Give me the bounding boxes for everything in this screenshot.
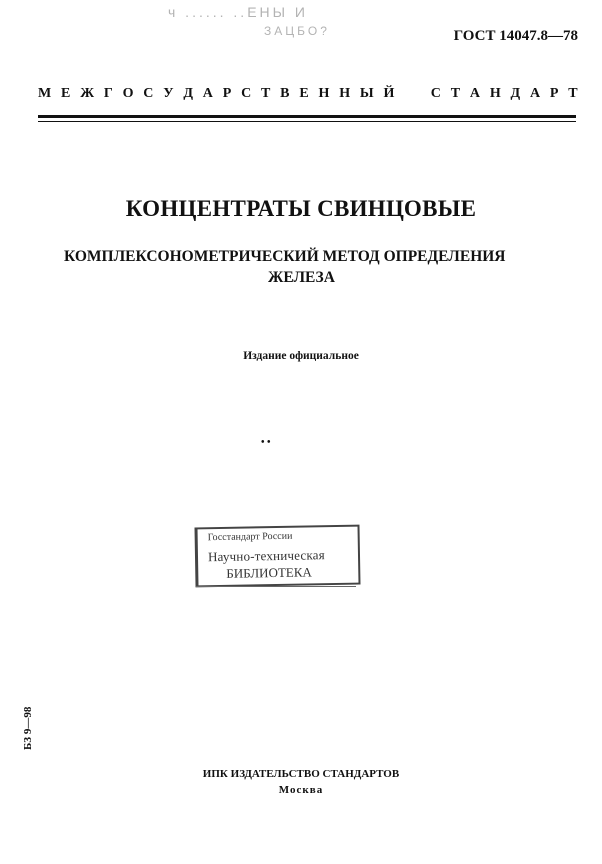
interstate-heading-letter: Г: [103, 86, 113, 101]
interstate-heading-letter: М: [38, 86, 52, 101]
interstate-heading-letter: [417, 86, 421, 102]
side-code: БЗ 9—98: [22, 706, 34, 750]
interstate-heading-letter: Р: [222, 86, 232, 101]
interstate-heading-letter: Р: [549, 86, 559, 101]
library-stamp: [194, 525, 360, 588]
interstate-heading-letter: О: [122, 86, 134, 101]
interstate-heading-letter: Т: [261, 86, 271, 101]
document-title: КОНЦЕНТРАТЫ СВИНЦОВЫЕ: [125, 196, 477, 221]
interstate-heading-letter: Н: [339, 86, 351, 101]
interstate-heading-letter: Е: [61, 86, 71, 101]
standard-number: ГОСТ 14047.8—78: [453, 28, 578, 44]
interstate-heading-letter: Й: [383, 86, 395, 101]
faded-header-line-1: ч ...... ..ЕНЫ И: [168, 4, 308, 20]
faded-header-line-2: ЗАЦБО?: [264, 24, 330, 38]
interstate-heading-letter: Т: [568, 86, 578, 101]
publisher-city: Москва: [278, 784, 324, 796]
header-rule-thick: [38, 115, 576, 118]
interstate-heading-letter: С: [241, 86, 252, 101]
document-subtitle: [64, 246, 564, 288]
faded-header-text: [168, 4, 408, 44]
interstate-heading-letter: Ж: [80, 86, 95, 101]
interstate-heading-letter: А: [469, 86, 480, 101]
publisher-name: ИПК ИЗДАТЕЛЬСТВО СТАНДАРТОВ: [202, 768, 400, 780]
header-rule-thin: [38, 121, 576, 122]
interstate-heading-letter: У: [163, 86, 174, 101]
interstate-heading-letter: Д: [510, 86, 521, 101]
interstate-heading-letter: В: [280, 86, 290, 101]
interstate-heading-letter: С: [430, 86, 441, 101]
interstate-heading-letter: Д: [183, 86, 193, 101]
interstate-heading-letter: Т: [450, 86, 461, 101]
interstate-heading-letter: Е: [299, 86, 309, 101]
subtitle-line-2: ЖЕЛЕЗА: [268, 269, 335, 286]
interstate-heading-letter: Н: [489, 86, 501, 101]
stamp-underline: [196, 586, 356, 587]
interstate-standard-heading: [38, 86, 578, 102]
interstate-heading-letter: Ы: [359, 86, 374, 101]
edition-note: Издание официальное: [243, 350, 359, 362]
interstate-heading-letter: [404, 86, 408, 102]
interstate-heading-letter: А: [529, 86, 541, 101]
interstate-heading-letter: А: [202, 86, 213, 101]
stamp-line-2: Научно-техническая: [207, 547, 326, 565]
subtitle-line-1: КОМПЛЕКСОНОМЕТРИЧЕСКИЙ МЕТОД ОПРЕДЕЛЕНИЯ: [64, 248, 506, 265]
interstate-heading-letter: С: [143, 86, 154, 101]
stamp-line-3: БИБЛИОТЕКА: [226, 564, 312, 581]
stamp-line-1: Госстандарт России: [207, 530, 293, 544]
interstate-heading-letter: Н: [318, 86, 330, 101]
dots-mark: • •: [261, 437, 271, 448]
